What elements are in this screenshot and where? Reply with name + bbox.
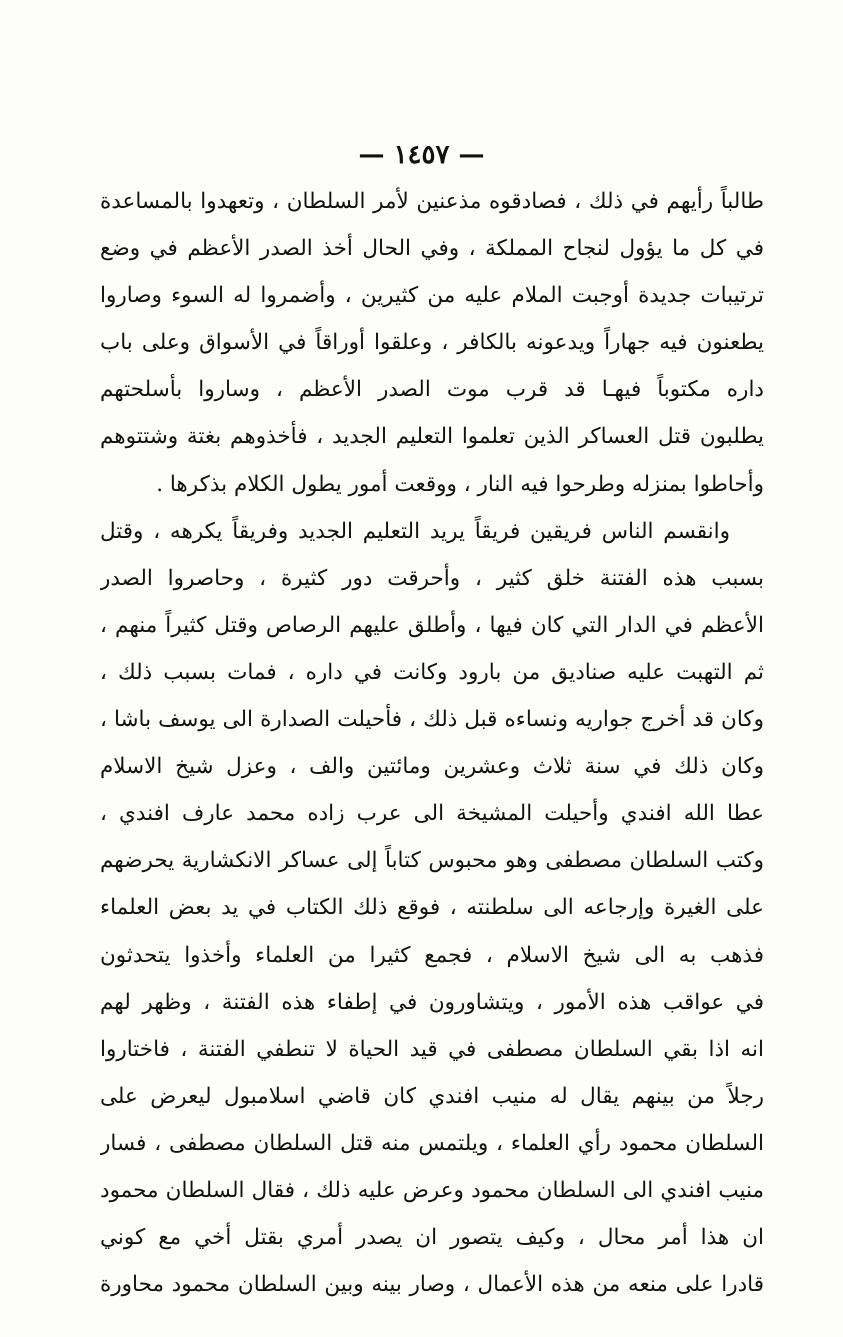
text-line: وكتب السلطان مصطفى وهو محبوس كتاباً إلى عساكر الانكشارية يحرضهم bbox=[100, 848, 764, 874]
text-line: ثم التهبت عليه صناديق من بارود وكانت في داره ، فمات بسبب ذلك ، bbox=[100, 659, 764, 685]
text-line: ان هذا أمر محال ، وكيف يتصور ان يصدر أمري بقتل أخي مع كوني bbox=[100, 1225, 764, 1251]
paragraph-end-line: وأحاطوا بمنزله وطرحوا فيه النار ، ووقعت أمور يطول الكلام بذكرها . bbox=[156, 471, 764, 497]
text-line: داره مكتوباً فيهـا قد قرب موت الصدر الأعظم ، وساروا بأسلحتهم bbox=[100, 377, 764, 403]
text-line: على الغيرة وإرجاعه الى سلطنته ، فوقع ذلك الكتاب في يد بعض العلماء bbox=[100, 895, 764, 921]
text-line: بسبب هذه الفتنة خلق كثير ، وأحرقت دور كثيرة ، وحاصروا الصدر bbox=[100, 565, 764, 591]
text-line: عطا الله افندي وأحيلت المشيخة الى عرب زاده محمد عارف افندي ، bbox=[100, 801, 764, 827]
text-line: فذهب به الى شيخ الاسلام ، فجمع كثيرا من العلماء وأخذوا يتحدثون bbox=[100, 942, 764, 968]
text-line: وكان ذلك في سنة ثلاث وعشرين ومائتين والف ، وعزل شيخ الاسلام bbox=[100, 754, 764, 780]
text-line: في عواقب هذه الأمور ، ويتشاورون في إطفاء هذه الفتنة ، وظهر لهم bbox=[100, 989, 764, 1015]
text-line: يطلبون قتل العساكر الذين تعلموا التعليم الجديد ، فأخذوهم بغتة وشتتوهم bbox=[100, 424, 764, 450]
body-text bbox=[100, 178, 764, 1308]
text-line: رجلاً من بينهم يقال له منيب افندي كان قاضي اسلامبول ليعرض على bbox=[100, 1083, 764, 1109]
text-line: يطعنون فيه جهاراً ويدعونه بالكافر ، وعلقوا أوراقاً في الأسواق وعلى باب bbox=[100, 330, 764, 356]
text-line: الأعظم في الدار التي كان فيها ، وأطلق عليهم الرصاص وقتل كثيراً منهم ، bbox=[100, 612, 764, 638]
text-line: ترتيبات جديدة أوجبت الملام عليه من كثيرين ، وأضمروا له السوء وصاروا bbox=[100, 283, 764, 309]
text-line: قادرا على منعه من هذه الأعمال ، وصار بينه وبين السلطان محمود محاورة bbox=[100, 1272, 764, 1298]
text-line: انه اذا بقي السلطان مصطفى في قيد الحياة لا تنطفي الفتنة ، فاختاروا bbox=[100, 1036, 764, 1062]
paragraph-start-line: وانقسم الناس فريقين فريقاً يريد التعليم الجديد وفريقاً يكرهه ، وقتل bbox=[100, 518, 730, 544]
page-number: — ١٤٥٧ — bbox=[358, 140, 485, 170]
text-line: السلطان محمود رأي العلماء ، ويلتمس منه قتل السلطان مصطفى ، فسار bbox=[100, 1130, 764, 1156]
text-line: طالباً رأيهم في ذلك ، فصادقوه مذعنين لأمر السلطان ، وتعهدوا بالمساعدة bbox=[100, 189, 764, 214]
text-line: وكان قد أخرج جواريه ونساءه قبل ذلك ، فأحيلت الصدارة الى يوسف باشا ، bbox=[100, 707, 764, 733]
text-line: في كل ما يؤول لنجاح المملكة ، وفي الحال أخذ الصدر الأعظم في وضع bbox=[100, 236, 764, 262]
text-line: منيب افندي الى السلطان محمود وعرض عليه ذلك ، فقال السلطان محمود bbox=[100, 1177, 764, 1203]
